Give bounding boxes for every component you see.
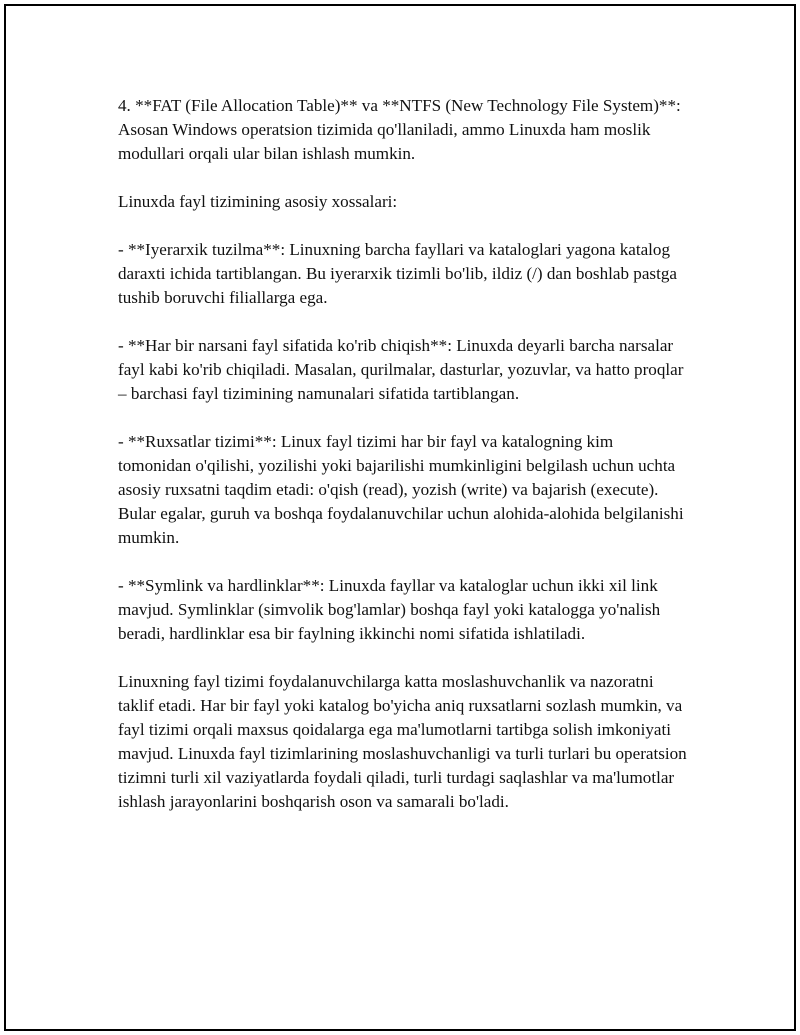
document-body xyxy=(118,94,688,838)
paragraph-everything-is-file: - **Har bir narsani fayl sifatida ko'rib chiqish**: Linuxda deyarli barcha narsalar fayl kabi ko'rib chiqiladi. Masalan, qurilmalar, dasturlar, yozuvlar, va hatto proqlar – barchasi fayl tizimining namunalari sifatida tartiblangan. xyxy=(118,336,684,403)
paragraph-conclusion: Linuxning fayl tizimi foydalanuvchilarga katta moslashuvchanlik va nazoratni taklif etadi. Har bir fayl yoki katalog bo'yicha aniq ruxsatlarni sozlash mumkin, va fayl tizimi orqali maxsus qoidalarga ega ma'lumotlarni tartibga solish imkoniyati mavjud. Linuxda fayl tizimlarining moslashuvchanligi va turli turlari bu operatsion tizimni turli xil vaziyatlarda foydali qiladi, turli turdagi saqlashlar va ma'lumotlar ishlash jarayonlarini boshqarish oson va samarali bo'ladi. xyxy=(118,672,687,811)
paragraph-hierarchy: - **Iyerarxik tuzilma**: Linuxning barcha fayllari va kataloglari yagona katalog daraxti ichida tartiblangan. Bu iyerarxik tizimli bo'lib, ildiz (/) dan boshlab pastga tushib boruvchi filiallarga ega. xyxy=(118,240,677,307)
paragraph-permissions: - **Ruxsatlar tizimi**: Linux fayl tizimi har bir fayl va katalogning kim tomonidan o'qilishi, yozilishi yoki bajarilishi mumkinligini belgilash uchun uchta asosiy ruxsatni taqdim etadi: o'qish (read), yozish (write) va bajarish (execute). Bular egalar, guruh va boshqa foydalanuvchilar uchun alohida-alohida belgilanishi mumkin. xyxy=(118,432,684,547)
paragraph-fat-ntfs: 4. **FAT (File Allocation Table)** va **NTFS (New Technology File System)**: Asosan Windows operatsion tizimida qo'llaniladi, ammo Linuxda ham moslik modullari orqali ular bilan ishlash mumkin. xyxy=(118,96,681,163)
paragraph-links: - **Symlink va hardlinklar**: Linuxda fayllar va kataloglar uchun ikki xil link mavjud. Symlinklar (simvolik bog'lamlar) boshqa fayl yoki katalogga yo'nalish beradi, hardlinklar esa bir faylning ikkinchi nomi sifatida ishlatiladi. xyxy=(118,576,661,643)
paragraph-properties-heading: Linuxda fayl tizimining asosiy xossalari: xyxy=(118,192,398,211)
